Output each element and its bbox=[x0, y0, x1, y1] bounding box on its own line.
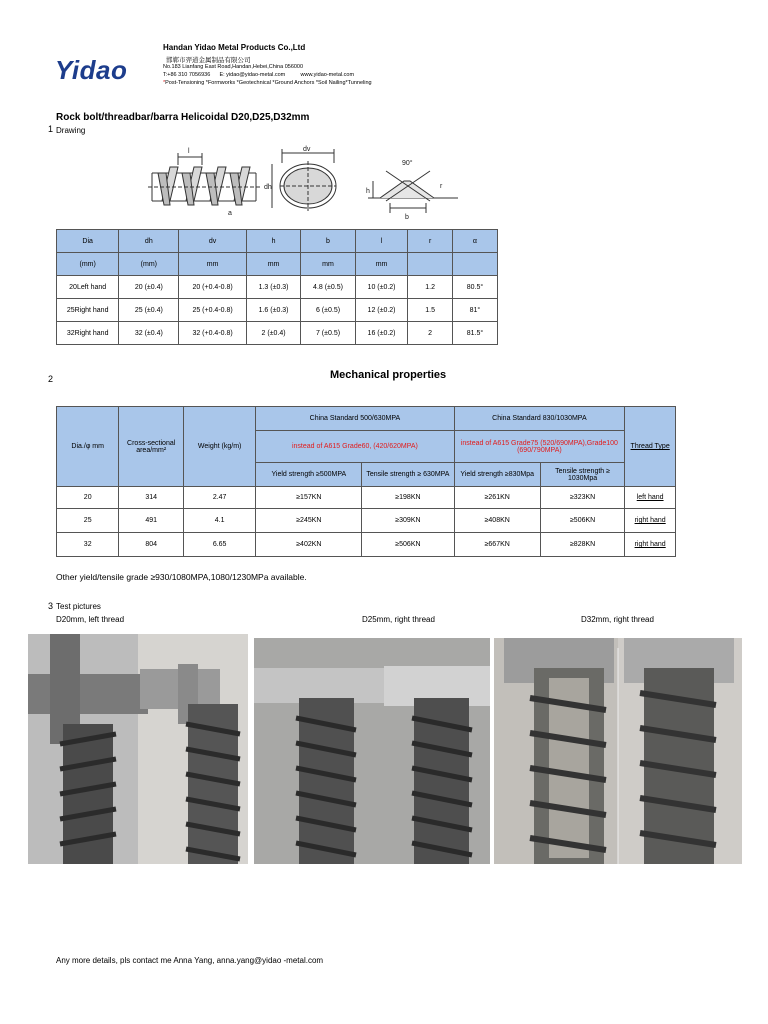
table-cell: 1.5 bbox=[408, 299, 453, 322]
col-header: h bbox=[246, 230, 300, 253]
table-row bbox=[57, 276, 498, 299]
table-cell: 20 (+0.4-0.8) bbox=[179, 276, 246, 299]
table-cell: 32 (+0.4-0.8) bbox=[179, 322, 246, 345]
table-cell: 804 bbox=[119, 533, 184, 557]
mech-header-row-1 bbox=[57, 407, 676, 431]
document-title: Rock bolt/threadbar/barra Helicoidal D20,D25,D32mm bbox=[56, 112, 310, 123]
contact-footer: Any more details, pls contact me Anna Yang, anna.yang@yidao -metal.com bbox=[56, 956, 324, 965]
table-row bbox=[57, 533, 676, 557]
table-cell: 25 (+0.4-0.8) bbox=[179, 299, 246, 322]
table-cell: ≥198KN bbox=[362, 487, 454, 509]
table-cell: 12 (±0.2) bbox=[355, 299, 408, 322]
table-cell: 1.6 (±0.3) bbox=[246, 299, 300, 322]
unit-cell: mm bbox=[179, 253, 246, 276]
table-row bbox=[57, 487, 676, 509]
mechanical-properties-title: Mechanical properties bbox=[330, 369, 447, 381]
company-name: Handan Yidao Metal Products Co.,Ltd bbox=[163, 43, 306, 52]
unit-cell: mm bbox=[301, 253, 355, 276]
table-row bbox=[57, 509, 676, 533]
section-label-test-pictures: Test pictures bbox=[56, 602, 101, 611]
table-cell: 1.2 bbox=[408, 276, 453, 299]
table-cell: 25 bbox=[57, 509, 119, 533]
col-header-dia: Dia./φ mm bbox=[57, 407, 119, 487]
section-label-drawing: Drawing bbox=[56, 126, 86, 135]
photo-d20-left-thread bbox=[28, 634, 248, 864]
table-cell: 20Left hand bbox=[57, 276, 119, 299]
company-name-cn: 邯郸市羿道金属制品有限公司 bbox=[166, 57, 251, 64]
col-header-yield-500: Yield strength ≥500MPA bbox=[256, 463, 362, 487]
company-tel: T:+86 310 7056936 bbox=[163, 72, 211, 78]
table-cell: 2 (±0.4) bbox=[246, 322, 300, 345]
table-cell: 10 (±0.2) bbox=[355, 276, 408, 299]
table-cell: 32 (±0.4) bbox=[119, 322, 179, 345]
col-header: r bbox=[408, 230, 453, 253]
table-cell: ≥261KN bbox=[454, 487, 540, 509]
dimension-table bbox=[56, 229, 498, 345]
col-header: dv bbox=[179, 230, 246, 253]
table-cell: 4.1 bbox=[183, 509, 255, 533]
col-header-thread-type: Thread Type bbox=[625, 407, 676, 487]
drawing-label-angle: 90° bbox=[402, 160, 413, 167]
table-cell: ≥408KN bbox=[454, 509, 540, 533]
col-header: dh bbox=[119, 230, 179, 253]
col-header: b bbox=[301, 230, 355, 253]
unit-cell: mm bbox=[355, 253, 408, 276]
china-standard-500: China Standard 500/630MPA bbox=[256, 407, 454, 431]
table-row bbox=[57, 299, 498, 322]
other-grades-note: Other yield/tensile grade ≥930/1080MPA,1080/1230MPa available. bbox=[56, 572, 307, 582]
table-cell: 20 (±0.4) bbox=[119, 276, 179, 299]
mechanical-table bbox=[56, 406, 676, 557]
company-logo: Yidao bbox=[55, 55, 128, 85]
drawing-label-b: b bbox=[405, 214, 409, 221]
table-cell: ≥323KN bbox=[540, 487, 624, 509]
table-cell: 6.65 bbox=[183, 533, 255, 557]
caliper-photo-d25 bbox=[254, 638, 490, 864]
table-cell: ≥828KN bbox=[540, 533, 624, 557]
col-header-cross-section: Cross-sectional area/mm² bbox=[119, 407, 184, 487]
table-cell: ≥667KN bbox=[454, 533, 540, 557]
table-cell: 20 bbox=[57, 487, 119, 509]
china-standard-830: China Standard 830/1030MPA bbox=[454, 407, 625, 431]
drawing-label-h: h bbox=[366, 188, 370, 195]
threadbar-drawing bbox=[148, 143, 468, 223]
table-cell: 491 bbox=[119, 509, 184, 533]
col-header-weight: Weight (kg/m) bbox=[183, 407, 255, 487]
company-services bbox=[163, 80, 372, 86]
table-cell: 80.5° bbox=[452, 276, 497, 299]
section-number-1: 1 bbox=[48, 124, 54, 134]
col-header-yield-830: Yield strength ≥830Mpa bbox=[454, 463, 540, 487]
unit-cell bbox=[452, 253, 497, 276]
table-cell: 25 (±0.4) bbox=[119, 299, 179, 322]
company-website[interactable]: www.yidao-metal.com bbox=[300, 72, 355, 78]
table-cell: 16 (±0.2) bbox=[355, 322, 408, 345]
drawing-label-dv: dv bbox=[303, 146, 311, 153]
table-cell: ≥506KN bbox=[540, 509, 624, 533]
dimension-table-units bbox=[57, 253, 498, 276]
table-cell: ≥157KN bbox=[256, 487, 362, 509]
table-cell: 7 (±0.5) bbox=[301, 322, 355, 345]
table-cell: 25Right hand bbox=[57, 299, 119, 322]
company-email[interactable]: E: yidao@yidao-metal.com bbox=[219, 72, 286, 78]
col-header: α bbox=[452, 230, 497, 253]
photo-d25-right-thread bbox=[254, 638, 490, 864]
col-header: Dia bbox=[57, 230, 119, 253]
caliper-photo-d32 bbox=[494, 638, 742, 864]
company-contacts bbox=[163, 72, 354, 78]
table-cell: 81.5° bbox=[452, 322, 497, 345]
table-cell: 1.3 (±0.3) bbox=[246, 276, 300, 299]
services-bullet: * bbox=[163, 80, 166, 86]
table-cell: right hand bbox=[625, 509, 676, 533]
table-cell: 2 bbox=[408, 322, 453, 345]
table-cell: 32Right hand bbox=[57, 322, 119, 345]
unit-cell: (mm) bbox=[57, 253, 119, 276]
section-number-2: 2 bbox=[48, 374, 54, 384]
services-text: Post-Tensioning *Formworks *Geotechnical *Ground Anchors *Soil Nailing*Tunneling bbox=[165, 80, 372, 86]
table-cell: left hand bbox=[625, 487, 676, 509]
dimension-table-header bbox=[57, 230, 498, 253]
photo-d32-right-thread bbox=[494, 638, 742, 864]
table-cell: 6 (±0.5) bbox=[301, 299, 355, 322]
caliper-photo-d20 bbox=[28, 634, 248, 864]
china-standard-830-note: instead of A615 Grade75 (520/690MPA),Grade100 (690/790MPA) bbox=[454, 431, 625, 463]
table-cell: 2.47 bbox=[183, 487, 255, 509]
table-cell: ≥245KN bbox=[256, 509, 362, 533]
drawing-label-dh: dh bbox=[264, 184, 272, 191]
unit-cell: (mm) bbox=[119, 253, 179, 276]
col-header: l bbox=[355, 230, 408, 253]
drawing-label-a: a bbox=[228, 210, 232, 217]
table-cell: ≥309KN bbox=[362, 509, 454, 533]
table-cell: 314 bbox=[119, 487, 184, 509]
col-header-tensile-1030: Tensile strength ≥ 1030Mpa bbox=[540, 463, 624, 487]
table-cell: 81° bbox=[452, 299, 497, 322]
caption-d32: D32mm, right thread bbox=[581, 615, 654, 624]
company-address: No.183 Lianfang East Road,Handan,Hebei,China 056000 bbox=[163, 64, 304, 70]
unit-cell: mm bbox=[246, 253, 300, 276]
china-standard-500-note: instead of A615 Grade60, (420/620MPA) bbox=[256, 431, 454, 463]
table-cell: 32 bbox=[57, 533, 119, 557]
col-header-tensile-630: Tensile strength ≥ 630MPA bbox=[362, 463, 454, 487]
drawing-label-l: l bbox=[188, 148, 190, 155]
table-row bbox=[57, 322, 498, 345]
table-cell: right hand bbox=[625, 533, 676, 557]
table-cell: ≥402KN bbox=[256, 533, 362, 557]
table-cell: ≥506KN bbox=[362, 533, 454, 557]
caption-d20: D20mm, left thread bbox=[56, 615, 125, 624]
unit-cell bbox=[408, 253, 453, 276]
table-cell: 4.8 (±0.5) bbox=[301, 276, 355, 299]
section-number-3: 3 bbox=[48, 601, 54, 611]
drawing-label-r: r bbox=[440, 183, 443, 190]
caption-d25: D25mm, right thread bbox=[362, 615, 435, 624]
